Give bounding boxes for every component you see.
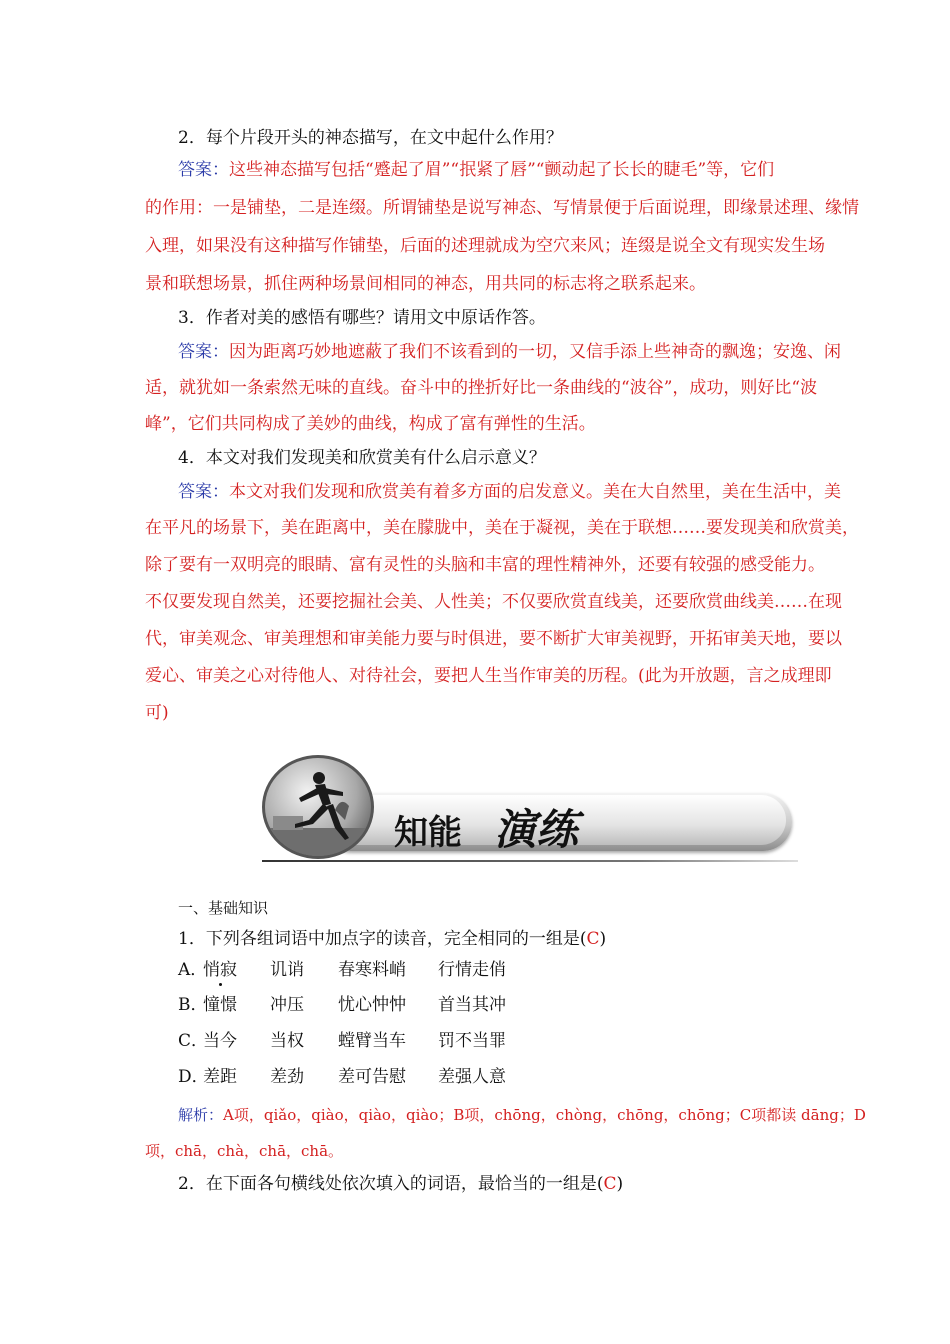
mc-answer-2: C (603, 1174, 617, 1194)
answer-2-line-2: 的作用：一是铺垫，二是连缀。所谓铺垫是说写神态、写情景便于后面说理，即缘景述理、缘情 (145, 198, 859, 218)
answer-4-line-4: 不仅要发现自然美，还要挖掘社会美、人性美；不仅要欣赏直线美，还要欣赏曲线美……在现 (145, 592, 842, 612)
option-word: 春寒料峭 (338, 960, 406, 980)
option-word: 讥诮 (270, 960, 304, 980)
answer-3-line-2: 适，就犹如一条索然无味的直线。奋斗中的挫折好比一条曲线的“波谷”，成功，则好比“波 (145, 378, 818, 398)
answer-2-line-1: 答案：这些神态描写包括“蹙起了眉”“抿紧了唇”“颤动起了长长的睫毛”等，它们 (178, 160, 775, 180)
option-word: 首当其冲 (438, 995, 506, 1015)
document-page: 2．每个片段开头的神态描写，在文中起什么作用？ 答案：这些神态描写包括“蹙起了眉”“抿紧了唇”“颤动起了长长的睫毛”等，它们 的作用：一是铺垫，二是连缀。所谓铺垫是说写神态、写情景便于后面说理，即缘景述理、缘情 入理，如果没有这种描写作铺垫，后面的述理就成为空穴来风；连缀是说全文有现实发生场 景和联想场景，抓住两种场景间相同的神态，用共同的标志将之联系起来。 3．作者对美的感悟有哪些？请用文中原话作答。 答案：因为距离巧妙地遮蔽了我们不该看到的一切，又信手添上些神奇的飘逸；安逸、闲 适，就犹如一条索然无味的直线。奋斗中的挫折好比一条曲线的“波谷”，成功，则好比“波 峰”，它们共同构成了美妙的曲线，构成了富有弹性的生活。 4．本文对我们发现美和欣赏美有什么启示意义？ 答案：本文对我们发现和欣赏美有着多方面的启发意义。美在大自然里，美在生活中，美 在平凡的场景下，美在距离中，美在朦胧中，美在于凝视，美在于联想……要发现美和欣赏美， 除了要有一双明亮的眼睛、富有灵性的头脑和丰富的理性精神外，还要有较强的感受能力。 不仅要发现自然美，还要挖掘社会美、人性美；不仅要欣赏直线美，还要欣赏曲线美……在现 代，审美观念、审美理想和审美能力要与时俱进，要不断扩大审美视野，开拓审美天地，要以 爱心、审美之心对待他人、对待社会，要把人生当作审美的历程。(此为开放题，言之成理即 可) 知能 演练 一、基础知识 1．下列各组词语中加点字的读音，完全相同的一组是(C) A． 悄寂 讥诮 春寒料峭 行情走俏 B． 憧憬 冲压 忧心忡忡 首当其冲 C． 当今 当权 螳臂当车 罚不当罪 D． 差距 差劲 差可告慰 差强人意 解析：A项，qiǎo，qiào，qiào，qiào；B项，chōng，chòng，chōng，chōng；C项都读 dāng；D 项，chā，chà，chā，chā。 2．在下面各句横线处依次填入的词语，最恰当的一组是(C) (145, 128, 866, 1194)
answer-4-line-2: 在平凡的场景下，美在距离中，美在朦胧中，美在于凝视，美在于联想……要发现美和欣赏美， (145, 518, 859, 538)
answer-3-line-3: 峰”，它们共同构成了美妙的曲线，构成了富有弹性的生活。 (145, 414, 596, 434)
answer-4-line-6: 爱心、审美之心对待他人、对待社会，要把人生当作审美的历程。(此为开放题，言之成理即 (145, 666, 832, 686)
option-word: 冲压 (270, 995, 304, 1015)
mc-question-1: 1．下列各组词语中加点字的读音，完全相同的一组是(C) (178, 929, 607, 949)
answer-2-line-3: 入理，如果没有这种描写作铺垫，后面的述理就成为空穴来风；连缀是说全文有现实发生场 (145, 236, 825, 256)
mc-answer-1: C (586, 929, 600, 949)
banner-title-script: 演练 (494, 805, 579, 854)
explanation-line-2: 项，chā，chà，chā，chā。 (145, 1142, 344, 1160)
option-word: 螳臂当车 (338, 1031, 406, 1051)
answer-4-line-7: 可) (145, 703, 169, 723)
section-banner (262, 755, 802, 865)
option-word: 憧憬 (203, 995, 237, 1015)
option-word: 差可告慰 (338, 1067, 406, 1087)
option-word: 当今 (203, 1031, 237, 1051)
runner-photo (262, 755, 374, 859)
option-word: 罚不当罪 (438, 1031, 506, 1051)
question-2: 2．每个片段开头的神态描写，在文中起什么作用？ (178, 128, 563, 148)
answer-4-line-1: 答案：本文对我们发现和欣赏美有着多方面的启发意义。美在大自然里，美在生活中，美 (178, 482, 841, 502)
mc-question-2: 2．在下面各句横线处依次填入的词语，最恰当的一组是(C) (178, 1174, 624, 1194)
answer-2-line-4: 景和联想场景，抓住两种场景间相同的神态，用共同的标志将之联系起来。 (145, 274, 706, 294)
question-3: 3．作者对美的感悟有哪些？请用文中原话作答。 (178, 308, 546, 328)
answer-3-line-1: 答案：因为距离巧妙地遮蔽了我们不该看到的一切，又信手添上些神奇的飘逸；安逸、闲 (178, 342, 841, 362)
answer-label: 答案： (178, 482, 229, 502)
option-word: 忧心忡忡 (338, 995, 406, 1015)
question-4: 4．本文对我们发现美和欣赏美有什么启示意义？ (178, 448, 546, 468)
option-word: 差劲 (270, 1067, 304, 1087)
answer-4-line-5: 代，审美观念、审美理想和审美能力要与时俱进，要不断扩大审美视野，开拓审美天地，要以 (145, 629, 842, 649)
option-word: 差强人意 (438, 1067, 506, 1087)
answer-label: 答案： (178, 342, 229, 362)
answer-label: 答案： (178, 160, 229, 180)
explanation-line-1: 解析：A项，qiǎo，qiào，qiào，qiào；B项，chōng，chòng，chōng，chōng；C项都读 dāng；D (178, 1106, 866, 1124)
banner-rule (262, 860, 798, 862)
answer-4-line-3: 除了要有一双明亮的眼睛、富有灵性的头脑和丰富的理性精神外，还要有较强的感受能力。 (145, 555, 825, 575)
option-word: 悄寂 (203, 960, 237, 980)
banner-title-plain: 知能 (394, 813, 462, 853)
option-word: 行情走俏 (438, 960, 506, 980)
section-heading: 一、基础知识 (178, 899, 269, 917)
explanation-label: 解析： (178, 1106, 224, 1124)
option-word: 差距 (203, 1067, 237, 1087)
option-word: 当权 (270, 1031, 304, 1051)
